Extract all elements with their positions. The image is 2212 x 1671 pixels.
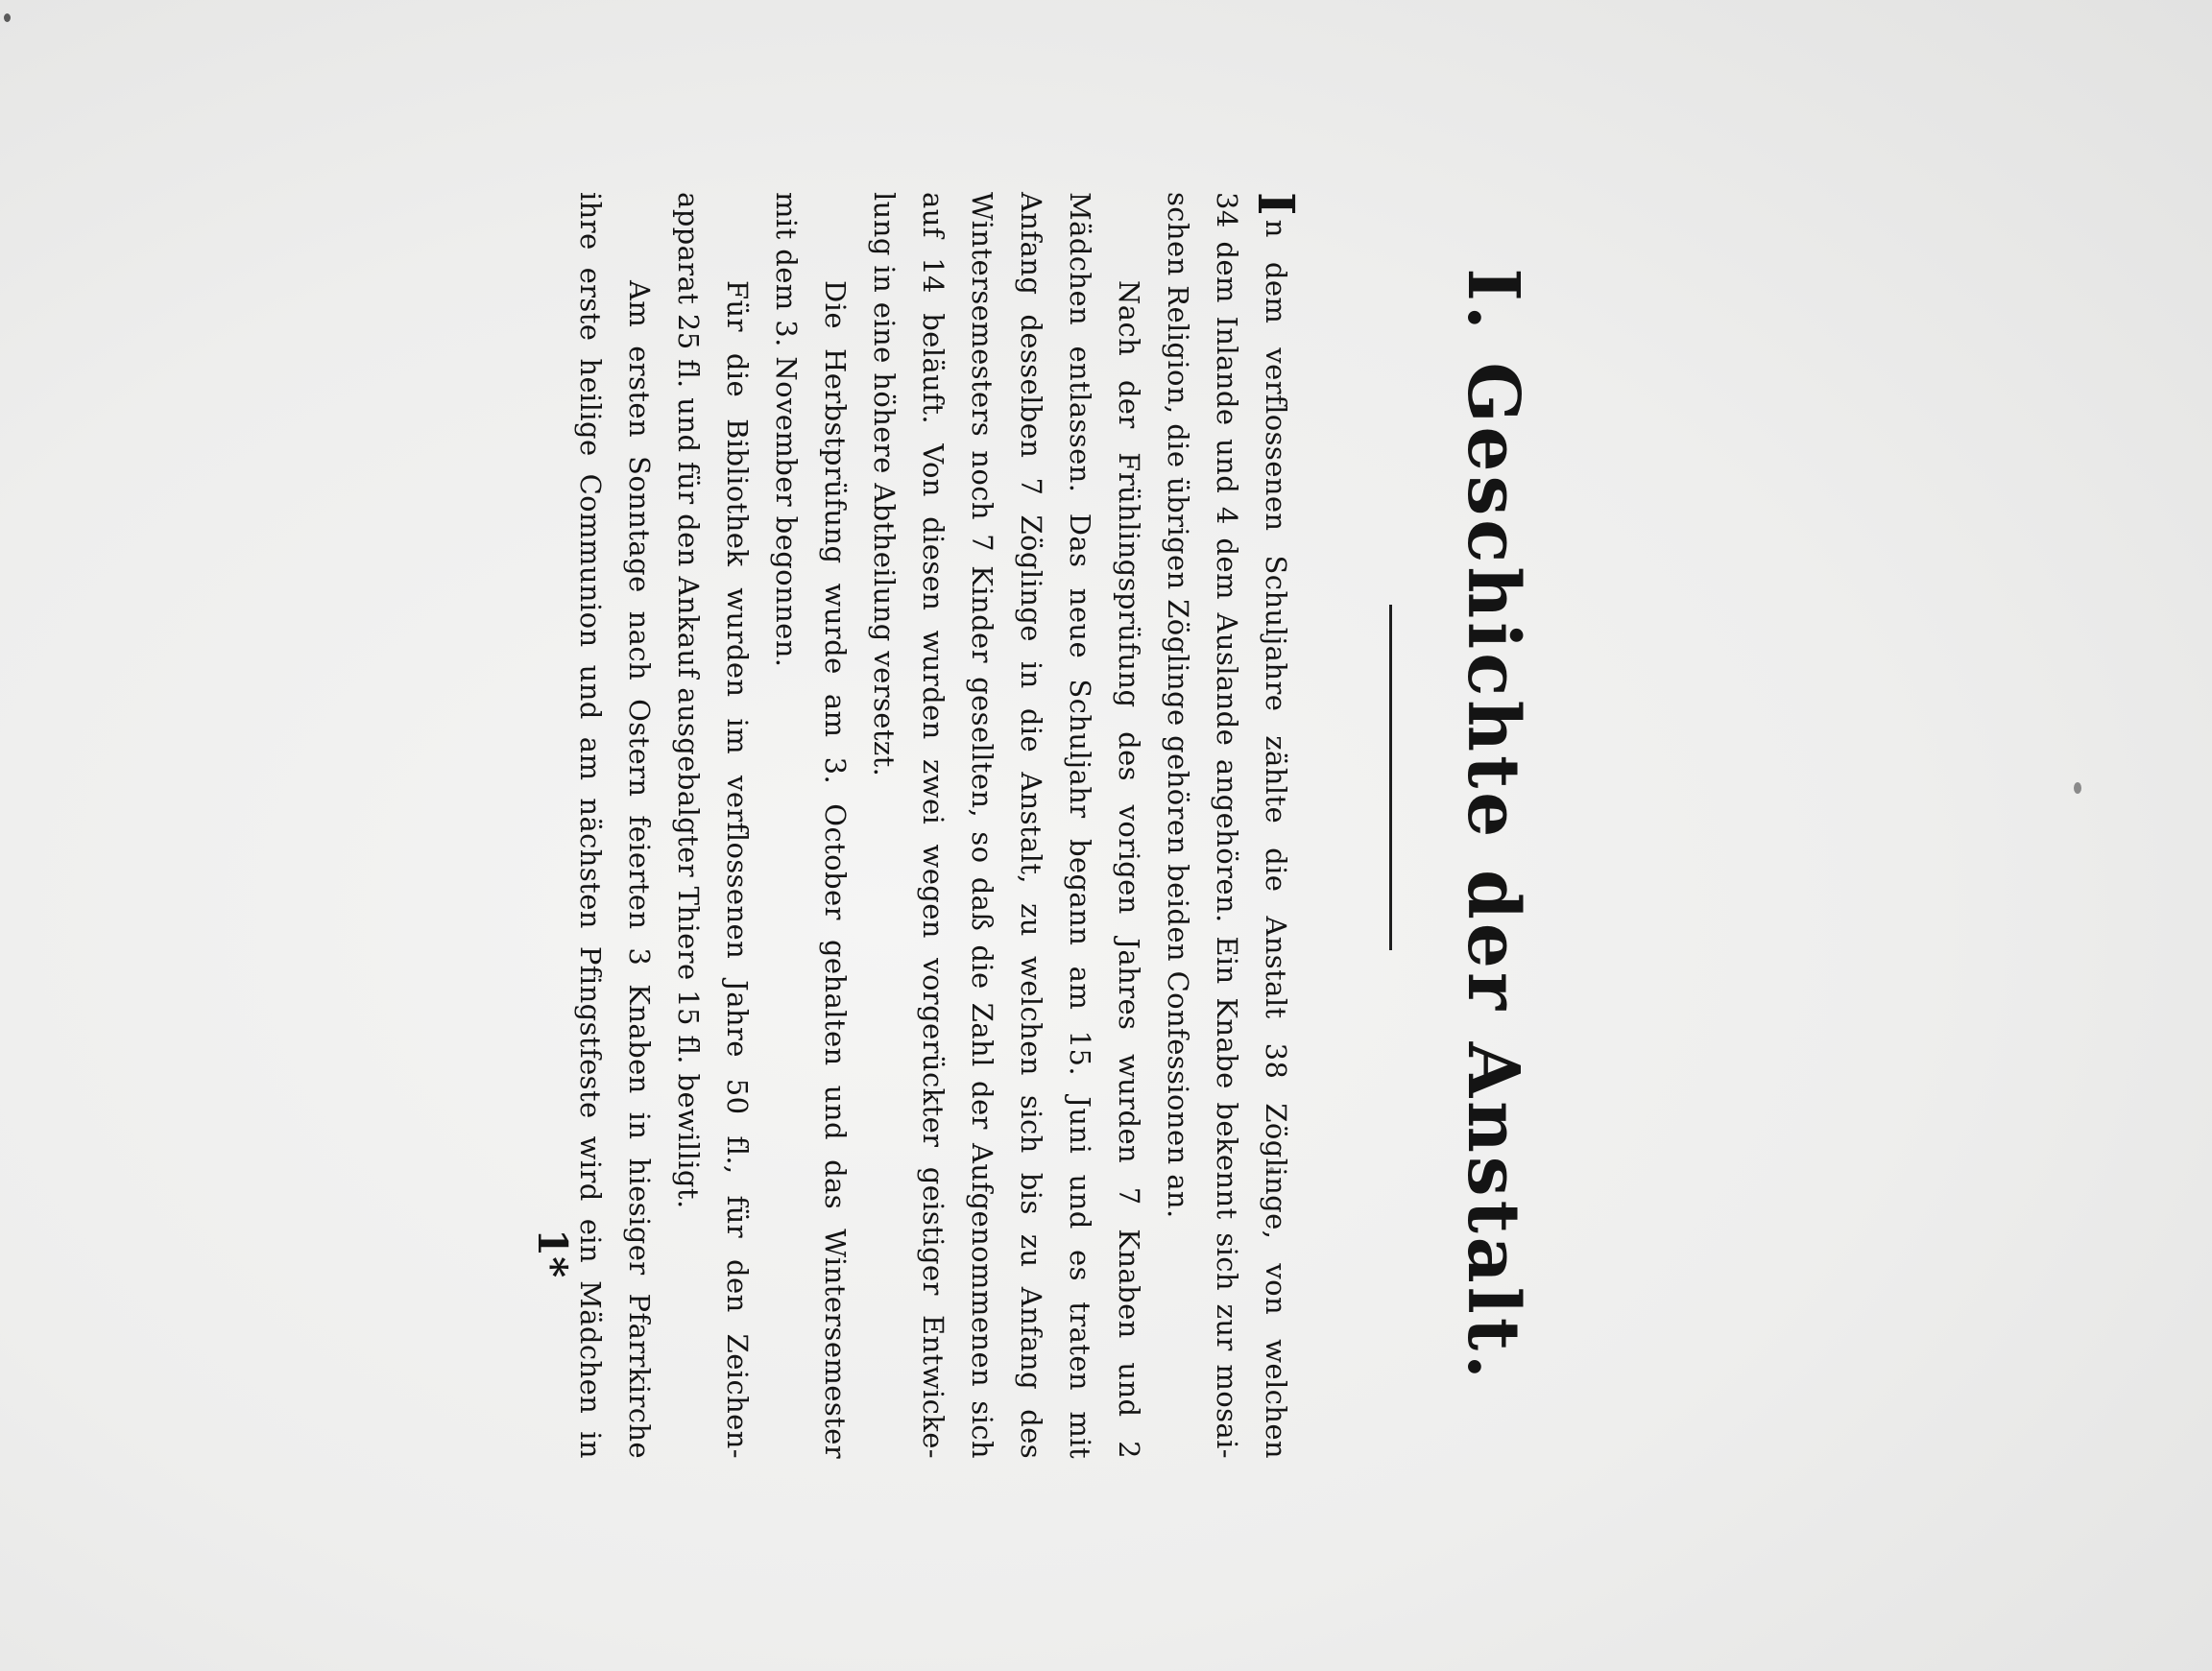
text-line: In dem verflossenen Schuljahre zählte die Anstalt 38 Zöglinge, von welchen bbox=[1246, 192, 1305, 1459]
dust-speck bbox=[2074, 782, 2081, 794]
printed-page bbox=[529, 192, 1536, 1459]
text-line: apparat 25 fl. und für den Ankauf ausgebalgter Thiere 15 fl. bewilligt. bbox=[672, 192, 705, 1209]
text-line: schen Religion, die übrigen Zöglinge gehören beiden Confessionen an. bbox=[1162, 192, 1194, 1219]
text-line: Nach der Frühlingsprüfung des vorigen Jahres wurden 7 Knaben und 2 bbox=[1113, 280, 1145, 1459]
text-line: 34 dem Inlande und 4 dem Auslande angehören. Ein Knabe bekennt sich zur mosai- bbox=[1211, 192, 1243, 1459]
text-line: Wintersemesters noch 7 Kinder gesellten, so daß die Zahl der Aufgenommenen sich bbox=[966, 192, 998, 1459]
dust-speck bbox=[4, 13, 11, 22]
body-text bbox=[565, 192, 1305, 1459]
text-line: Für die Bibliothek wurden im verflossenen Jahre 50 fl., für den Zeichen- bbox=[721, 280, 754, 1459]
text-line: ihre erste heilige Communion und am nächsten Pfingstfeste wird ein Mädchen in bbox=[574, 192, 607, 1459]
page-title: I. Geschichte der Anstalt. bbox=[1452, 268, 1534, 1383]
title-divider bbox=[1389, 605, 1392, 950]
text-line: auf 14 beläuft. Von diesen wurden zwei wegen vorgerückter geistiger Entwicke- bbox=[917, 192, 950, 1459]
reverse-side-bleed-through bbox=[893, 0, 1373, 86]
text-line: lung in eine höhere Abtheilung versetzt. bbox=[868, 192, 901, 777]
page-signature: 1* bbox=[529, 1229, 576, 1278]
text-line: Anfang desselben 7 Zöglinge in die Anstalt, zu welchen sich bis zu Anfang des bbox=[1015, 192, 1047, 1459]
text-line: Mädchen entlassen. Das neue Schuljahr begann am 15. Juni und es traten mit bbox=[1064, 192, 1096, 1459]
text-line: Am ersten Sonntage nach Ostern feierten 3 Knaben in hiesiger Pfarrkirche bbox=[623, 280, 656, 1459]
text-line: Die Herbstprüfung wurde am 3. October gehalten und das Wintersemester bbox=[819, 280, 852, 1459]
text-line: mit dem 3. November begonnen. bbox=[770, 192, 803, 668]
drop-cap: I bbox=[1246, 192, 1305, 216]
